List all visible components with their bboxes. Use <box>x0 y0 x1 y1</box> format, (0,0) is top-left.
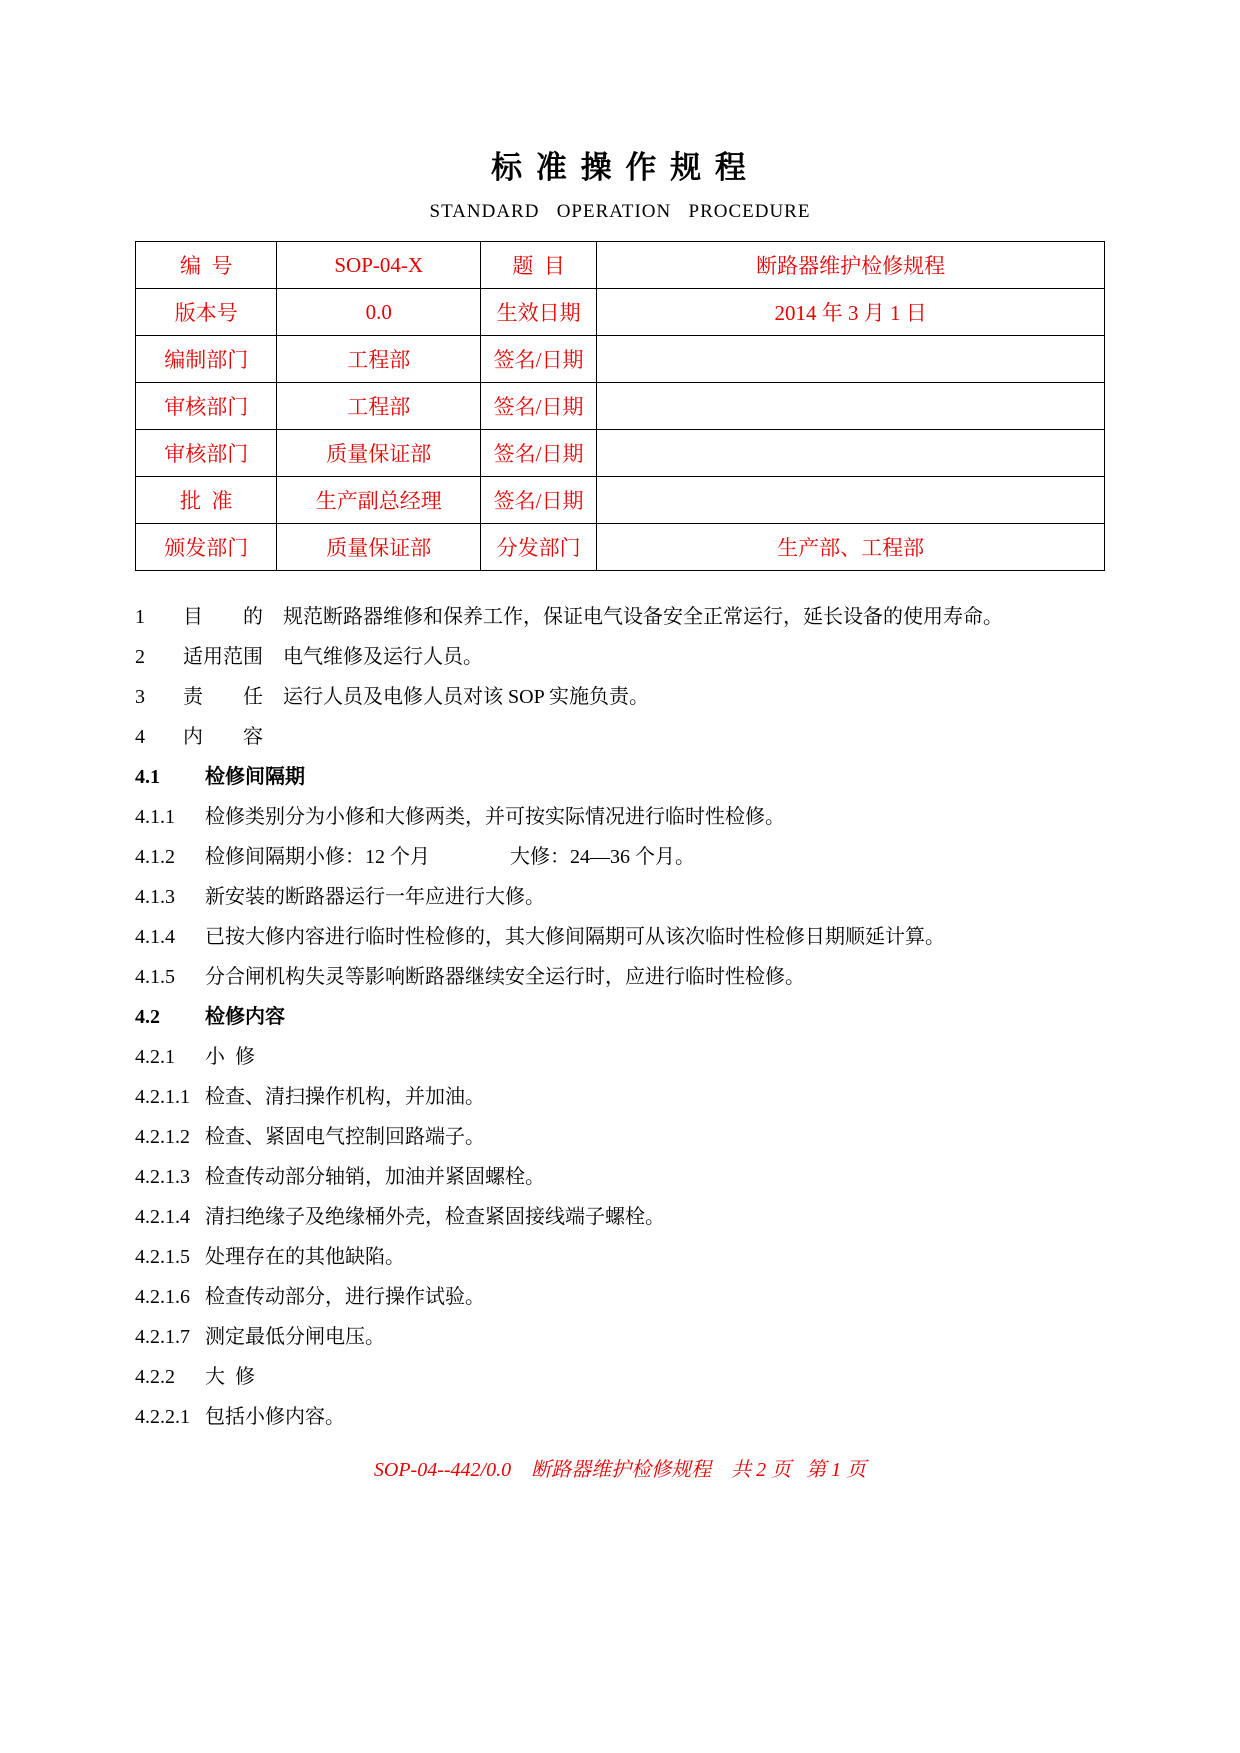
table-row <box>136 524 1105 571</box>
cell-title-value: 断路器维护检修规程 <box>597 242 1105 289</box>
item-text: 检查传动部分，进行操作试验。 <box>205 1286 485 1308</box>
clause-4-2-1 <box>135 1037 1105 1077</box>
cell-distribution-dept-value: 生产部、工程部 <box>597 524 1105 571</box>
cell-issuing-dept-value: 质量保证部 <box>277 524 480 571</box>
item-number: 4.2.2.1 <box>135 1406 190 1428</box>
item-number: 4.2.1 <box>135 1046 175 1068</box>
cell-title-label: 题 目 <box>480 242 596 289</box>
item-label: 责 任 <box>183 686 263 708</box>
cell-doc-number-label: 编 号 <box>136 242 277 289</box>
table-row <box>136 289 1105 336</box>
cell-signature-date-label: 签名/日期 <box>480 477 596 524</box>
cell-signature-date-value <box>597 477 1105 524</box>
item-number: 4.1.5 <box>135 966 175 988</box>
cell-signature-date-value <box>597 336 1105 383</box>
sop-header-table-body <box>136 242 1105 571</box>
item-number: 4.2.1.3 <box>135 1166 190 1188</box>
item-number: 4.2.1.7 <box>135 1326 190 1348</box>
item-text: 分合闸机构失灵等影响断路器继续安全运行时，应进行临时性检修。 <box>205 966 805 988</box>
document-subtitle-en: STANDARD OPERATION PROCEDURE <box>429 201 811 222</box>
item-number: 4.1.4 <box>135 926 175 948</box>
document-body <box>135 597 1105 1437</box>
item-text: 运行人员及电修人员对该 SOP 实施负责。 <box>283 686 649 708</box>
cell-distribution-dept-label: 分发部门 <box>480 524 596 571</box>
item-label: 目 的 <box>183 606 263 628</box>
item-text: 检修间隔期小修：12 个月 大修：24—36 个月。 <box>205 846 695 868</box>
item-number: 4.2.1.1 <box>135 1086 190 1108</box>
item-text: 大 修 <box>205 1366 255 1388</box>
cell-doc-number-value: SOP-04-X <box>277 242 480 289</box>
cell-signature-date-label: 签名/日期 <box>480 430 596 477</box>
item-text: 处理存在的其他缺陷。 <box>205 1246 405 1268</box>
document-title: 标 准 操 作 规 程 <box>491 150 749 185</box>
heading-4-1 <box>135 757 1105 797</box>
section-scope <box>135 637 1105 677</box>
item-text: 清扫绝缘子及绝缘桶外壳，检查紧固接线端子螺栓。 <box>205 1206 665 1228</box>
item-number: 3 <box>135 686 145 708</box>
cell-review-dept-label: 审核部门 <box>136 383 277 430</box>
item-number: 4.1 <box>135 766 160 788</box>
section-responsibility <box>135 677 1105 717</box>
cell-review-dept-label: 审核部门 <box>136 430 277 477</box>
cell-effective-date-label: 生效日期 <box>480 289 596 336</box>
item-number: 4.2.1.5 <box>135 1246 190 1268</box>
item-number: 4.1.3 <box>135 886 175 908</box>
cell-version-label: 版本号 <box>136 289 277 336</box>
clause-4-2-1-6 <box>135 1277 1105 1317</box>
clause-4-1-3 <box>135 877 1105 917</box>
item-number: 4.2.1.4 <box>135 1206 190 1228</box>
item-text: 检查、清扫操作机构，并加油。 <box>205 1086 485 1108</box>
table-row <box>136 242 1105 289</box>
cell-version-value: 0.0 <box>277 289 480 336</box>
item-number: 4.2.1.2 <box>135 1126 190 1148</box>
item-text: 检修类别分为小修和大修两类，并可按实际情况进行临时性检修。 <box>205 806 785 828</box>
section-purpose <box>135 597 1105 637</box>
cell-review-dept-value: 质量保证部 <box>277 430 480 477</box>
table-row <box>136 477 1105 524</box>
clause-4-2-1-4 <box>135 1197 1105 1237</box>
item-text: 小 修 <box>205 1046 255 1068</box>
item-text: 电气维修及运行人员。 <box>283 646 483 668</box>
heading-4-2 <box>135 997 1105 1037</box>
clause-4-2-1-3 <box>135 1157 1105 1197</box>
clause-4-2-1-2 <box>135 1117 1105 1157</box>
item-label: 内 容 <box>183 726 263 748</box>
section-content <box>135 717 1105 757</box>
cell-signature-date-label: 签名/日期 <box>480 336 596 383</box>
item-text: 检查、紧固电气控制回路端子。 <box>205 1126 485 1148</box>
item-text: 检修间隔期 <box>205 766 305 788</box>
clause-4-2-2-1 <box>135 1397 1105 1437</box>
item-text: 检修内容 <box>205 1006 285 1028</box>
cell-effective-date-value: 2014 年 3 月 1 日 <box>597 289 1105 336</box>
clause-4-1-4 <box>135 917 1105 957</box>
table-row <box>136 430 1105 477</box>
item-number: 4.1.2 <box>135 846 175 868</box>
clause-4-1-1 <box>135 797 1105 837</box>
clause-4-2-1-1 <box>135 1077 1105 1117</box>
cell-drafting-dept-value: 工程部 <box>277 336 480 383</box>
cell-issuing-dept-label: 颁发部门 <box>136 524 277 571</box>
sop-header-table <box>135 241 1105 571</box>
page-footer: SOP-04--442/0.0 断路器维护检修规程 共 2 页 第 1 页 <box>373 1459 867 1481</box>
cell-approval-label: 批 准 <box>136 477 277 524</box>
item-number: 4.2.1.6 <box>135 1286 190 1308</box>
item-number: 4.2.2 <box>135 1366 175 1388</box>
item-number: 4 <box>135 726 145 748</box>
item-number: 4.2 <box>135 1006 160 1028</box>
cell-signature-date-value <box>597 430 1105 477</box>
item-text: 测定最低分闸电压。 <box>205 1326 385 1348</box>
cell-signature-date-label: 签名/日期 <box>480 383 596 430</box>
item-text: 包括小修内容。 <box>205 1406 345 1428</box>
item-text: 已按大修内容进行临时性检修的，其大修间隔期可从该次临时性检修日期顺延计算。 <box>205 926 945 948</box>
item-text: 检查传动部分轴销，加油并紧固螺栓。 <box>205 1166 545 1188</box>
table-row <box>136 336 1105 383</box>
item-text: 新安装的断路器运行一年应进行大修。 <box>205 886 545 908</box>
clause-4-2-1-5 <box>135 1237 1105 1277</box>
cell-signature-date-value <box>597 383 1105 430</box>
item-label: 适用范围 <box>183 646 263 668</box>
clause-4-1-2 <box>135 837 1105 877</box>
cell-drafting-dept-label: 编制部门 <box>136 336 277 383</box>
cell-approval-value: 生产副总经理 <box>277 477 480 524</box>
clause-4-1-5 <box>135 957 1105 997</box>
item-text: 规范断路器维修和保养工作，保证电气设备安全正常运行，延长设备的使用寿命。 <box>283 606 1003 628</box>
item-number: 4.1.1 <box>135 806 175 828</box>
table-row <box>136 383 1105 430</box>
item-number: 1 <box>135 606 145 628</box>
cell-review-dept-value: 工程部 <box>277 383 480 430</box>
clause-4-2-1-7 <box>135 1317 1105 1357</box>
item-number: 2 <box>135 646 145 668</box>
clause-4-2-2 <box>135 1357 1105 1397</box>
